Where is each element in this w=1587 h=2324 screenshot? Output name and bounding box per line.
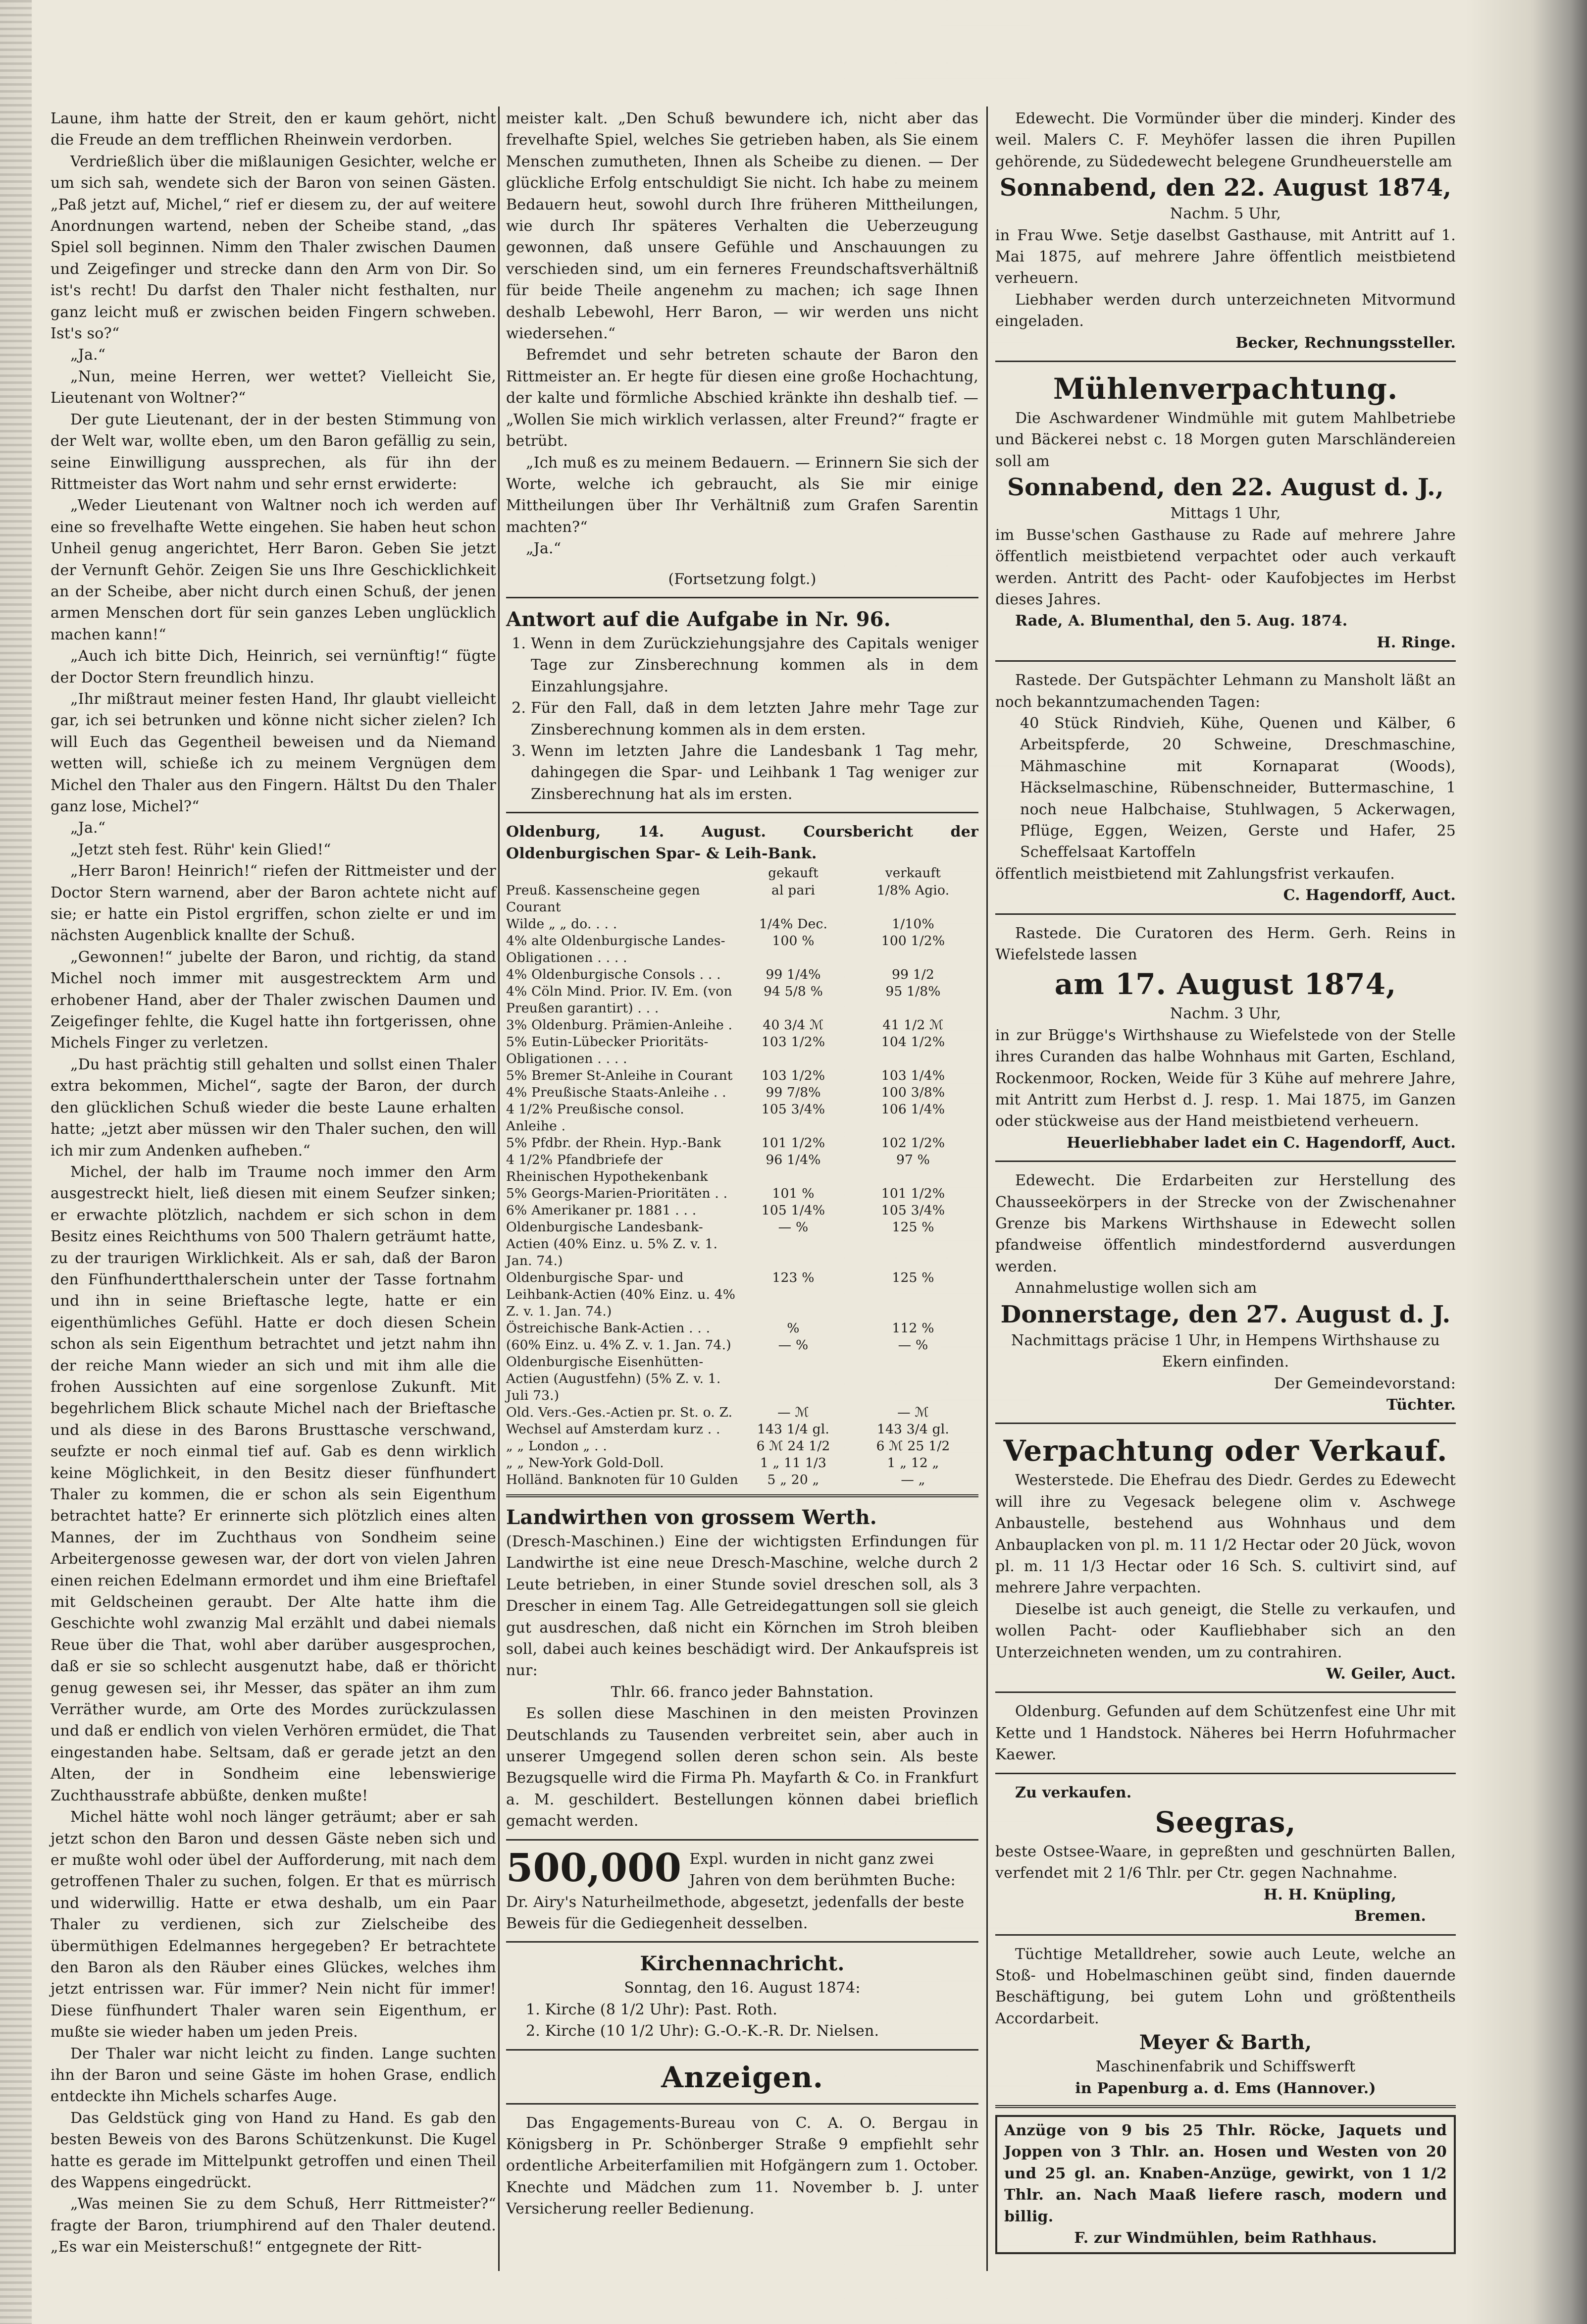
column-header-sold: verkauft [885, 866, 941, 881]
sold-rate-cell: 102 1/2% [881, 1135, 945, 1151]
table-row [506, 1185, 978, 1202]
sold-rate-cell: 125 % [892, 1270, 934, 1285]
ad-text: in zur Brügge's Wirthshause zu Wiefelstede von der Stelle ihres Curanden das halbe Wohnhaus mit Garten, Eschland, Rockenmoor, Rocken, Weide für 3 Kühe auf mehrere Jahre, mit Antritt zum Herbst d. J. resp. 1. Mai 1875, im Ganzen oder stückweise aus der Hand meistbietend verheuern. [995, 1026, 1456, 1130]
answer-item: 1. Wenn in dem Zurückziehungsjahre des Capitals weniger Tage zur Zinsberechnung kommen als in dem Einzahlungsjahre. [531, 633, 978, 697]
security-name-cell: „ „ New-York Gold-Doll. [506, 1455, 664, 1471]
ad-date: am 17. August 1874, [1054, 967, 1397, 1002]
sold-rate-cell: 112 % [892, 1320, 934, 1336]
sold-rate-cell: 1 „ 12 „ [887, 1455, 939, 1471]
ad-text: Edewecht. Die Vormünder über die minderj. Kinder des weil. Malers C. F. Meyhöfer lassen die ihren Pupillen gehörende, zu Südedewecht belegene Grundheuerstelle am [995, 110, 1456, 170]
security-name-cell: 4% Preußische Staats-Anleihe . . [506, 1085, 726, 1100]
ad-heading: Verpachtung oder Verkauf. [1003, 1434, 1448, 1468]
sold-rate-cell: 143 3/4 gl. [876, 1422, 950, 1437]
column-story [51, 108, 496, 2258]
story-paragraph: „Jetzt steh fest. Rühr' kein Glied!“ [70, 841, 331, 858]
ad-signature: Bremen. [1354, 1907, 1426, 1925]
story-paragraph: „Ja.“ [70, 346, 106, 364]
divider [995, 1773, 1456, 1774]
sold-rate-cell: — % [898, 1337, 928, 1353]
story-paragraph: „Ihr mißtraut meiner festen Hand, Ihr glaubt vielleicht gar, ich sei betrunken und könne nicht sicher zielen? Ich will Euch das Gegentheil beweisen und da Niemand wetten will, schieße ich zu meinem Vergnügen dem Michel den Thaler aus den Fingern. Hältst Du den Thaler ganz lose, Michel?“ [51, 690, 496, 815]
ad-signature: C. Hagendorff, Auct. [1283, 887, 1456, 904]
sold-rate-cell: 1/8% Agio. [876, 883, 950, 898]
ad-place: Rade, A. Blumenthal, den 5. Aug. 1874. [1015, 612, 1348, 630]
ad-text: Liebhaber werden durch unterzeichneten Mitvormund eingeladen. [995, 291, 1456, 330]
ad-signature: Tüchter. [1386, 1396, 1456, 1414]
advertisements-heading: Anzeigen. [661, 2060, 823, 2094]
sold-rate-cell: 101 1/2% [881, 1186, 945, 1201]
answer-item: 3. Wenn im letzten Jahre die Landesbank 1 Tag mehr, dahingegen die Spar- und Leihbank 1 Tag weniger zur Zinsberechnung hat als im ersten. [531, 740, 978, 805]
story-paragraph: „Ja.“ [70, 819, 106, 837]
divider [506, 1941, 978, 1943]
table-row [506, 1135, 978, 1152]
story-paragraph: Befremdet und sehr betreten schaute der Baron den Rittmeister an. Er hegte für diesen eine große Hochachtung, der kalte und förmliche Abschied kränkte ihn deshalb tief. — „Wollen Sie mich wirklich verlassen, alter Freund?“ fragte er betrübt. [506, 346, 978, 450]
ad-heading: Mühlenverpachtung. [1053, 372, 1398, 406]
bought-rate-cell: 143 1/4 gl. [757, 1422, 830, 1437]
security-name-cell: 4 1/2% Preußische consol. Anleihe . [506, 1102, 684, 1134]
security-name-cell: Oldenburgische Landesbank-Actien (40% Einz. u. 5% Z. v. 1. Jan. 74.) [506, 1219, 718, 1268]
ad-heading: Meyer & Barth, [1139, 2031, 1312, 2055]
bought-rate-cell: 96 1/4% [766, 1152, 821, 1167]
table-row [506, 1320, 978, 1337]
divider [995, 660, 1456, 662]
security-name-cell: 6% Amerikaner pr. 1881 . . . [506, 1203, 697, 1218]
answer-heading: Antwort auf die Aufgabe in Nr. 96. [506, 607, 891, 631]
table-row [506, 1152, 978, 1185]
ad-text: Rastede. Die Curatoren des Herm. Gerh. Reins in Wiefelstede lassen [995, 924, 1456, 963]
ad-signature: H. H. Knüpling, [1263, 1886, 1396, 1903]
divider [506, 1839, 978, 1841]
ad-text: Tüchtige Metalldreher, sowie auch Leute, welche an Stoß- und Hobelmaschinen geübt sind, finden dauernde Beschäftigung, bei gutem Lohn und größtentheils Accordarbeit. [995, 1945, 1456, 2027]
bought-rate-cell: % [787, 1320, 800, 1336]
bought-rate-cell: 101 1/2% [761, 1135, 825, 1151]
bought-rate-cell: 40 3/4 ℳ [763, 1017, 824, 1033]
ad-text: Anzüge von 9 bis 25 Thlr. Röcke, Jaquets und Joppen von 3 Thlr. an. Hosen und Westen von 20 und 25 gl. an. Knaben-Anzüge, gewirkt, von 1 1/2 Thlr. an. Nach Maaß liefere rasch, modern und billig. [1004, 2122, 1447, 2225]
ad-text: Rastede. Der Gutspächter Lehmann zu Mansholt läßt an noch bekanntzumachenden Tagen: [995, 672, 1456, 711]
table-row [506, 1404, 978, 1421]
sold-rate-cell: 6 ℳ 25 1/2 [876, 1438, 950, 1454]
answer-item: 2. Für den Fall, daß in dem letzten Jahre mehr Tage zur Zinsberechnung kommen als in dem ersten. [531, 697, 978, 740]
security-name-cell: Preuß. Kassenscheine gegen Courant [506, 883, 700, 915]
story-paragraph: „Weder Lieutenant von Waltner noch ich werden auf eine so frevelhafte Wette eingehen. Sie haben heut schon Unheil genug angerichtet, Herr Baron. Geben Sie jetzt der Vernunft Gehör. Zeigen Sie uns Ihre Geschicklichkeit an der Scheibe, aber nicht durch einen Schuß, der jenen armen Menschen dort für sein ganzes Leben unglücklich machen kann!“ [51, 497, 496, 643]
sold-rate-cell: 106 1/4% [881, 1102, 945, 1117]
table-row [506, 1017, 978, 1034]
story-paragraph: Laune, ihm hatte der Streit, den er kaum gehört, nicht die Freude an dem trefflichen Rheinwein verdorben. [51, 110, 496, 149]
continuation-note: (Fortsetzung folgt.) [668, 570, 817, 588]
ad-signature: W. Geiler, Auct. [1326, 1665, 1456, 1683]
page-gutter [0, 0, 32, 2324]
column-header-bought: gekauft [768, 866, 819, 881]
ad-text: Oldenburg. Gefunden auf dem Schützenfest eine Uhr mit Kette und 1 Handstock. Näheres bei Herrn Hofuhrmacher Kaewer. [995, 1703, 1456, 1764]
bought-rate-cell: 6 ℳ 24 1/2 [756, 1438, 830, 1454]
bought-rate-cell: 103 1/2% [761, 1034, 825, 1050]
clothing-ad-box [995, 2115, 1456, 2254]
story-paragraph: „Ich muß es zu meinem Bedauern. — Erinnern Sie sich der Worte, welche ich gebraucht, als Sie mir einige Mittheilungen über Ihr Verhältniß zum Grafen Sarentin machten?“ [506, 454, 978, 536]
divider [995, 1423, 1456, 1424]
table-row [506, 1421, 978, 1438]
table-row [506, 933, 978, 966]
church-notice-heading: Kirchennachricht. [640, 1952, 845, 1976]
divider [506, 2049, 978, 2051]
church-notice-line: 1. Kirche (8 1/2 Uhr): Past. Roth. [526, 2001, 777, 2018]
ad-heading: Seegras, [1155, 1805, 1296, 1839]
security-name-cell: 4% Cöln Mind. Prior. IV. Em. (von Preußen garantirt) . . . [506, 984, 732, 1016]
divider [506, 2103, 978, 2105]
divider [506, 597, 978, 598]
ad-text: öffentlich meistbietend mit Zahlungsfrist verkaufen. [995, 865, 1395, 883]
ad-date: Donnerstage, den 27. August d. J. [1000, 1300, 1451, 1328]
ad-text: Nachmittags präcise 1 Uhr, in Hempens Wirthshause zu Ekern einfinden. [1011, 1331, 1440, 1371]
divider [506, 812, 978, 813]
security-name-cell: 4 1/2% Pfandbriefe der Rheinischen Hypothekenbank [506, 1152, 708, 1184]
employment-bureau-ad: Das Engagements-Bureau von C. A. O. Bergau in Königsberg in Pr. Schönberger Straße 9 empfiehlt sehr ordentliche Arbeiterfamilien mit Hofgängern zum 1. October. Knechte und Mädchen zum 11. November b. J. unter Versicherung reeller Bedienung. [506, 2114, 978, 2218]
sold-rate-cell: — „ [901, 1472, 925, 1487]
ad-subheading: Zu verkaufen. [1015, 1784, 1132, 1801]
security-name-cell: Oldenburgische Spar- und Leihbank-Actien (40% Einz. u. 4% Z. v. 1. Jan. 74.) [506, 1270, 736, 1319]
sold-rate-cell: 100 1/2% [881, 933, 945, 949]
story-paragraph: Michel hätte wohl noch länger geträumt; aber er sah jetzt schon den Baron und dessen Gäste neben sich und er mußte wohl oder übel der Aufforderung, mit nach dem getroffenen Thaler zu suchen, folgen. Er that es mürrisch und widerwillig. Hatte er etwa deshalb, um ein Paar Thaler zu verdienen, sich zur Zielscheibe des übermüthigen Edelmannes hergegeben? Er betrachtete den Baron als den Räuber eines Glückes, welches ihm jetzt entrissen war. Für immer? Nein nicht für immer! Diese fünfhundert Thaler waren sein Eigenthum, er mußte sie wieder haben um jeden Preis. [51, 1808, 496, 2041]
ad-text: in Frau Wwe. Setje daselbst Gasthause, mit Antritt auf 1. Mai 1875, auf mehrere Jahre öffentlich meistbietend verheuern. [995, 226, 1456, 287]
security-name-cell: 4% alte Oldenburgische Landes-Obligationen . . . . [506, 933, 725, 965]
security-name-cell: 5% Bremer St-Anleihe in Courant [506, 1068, 733, 1083]
story-paragraph: meister kalt. „Den Schuß bewundere ich, nicht aber das frevelhafte Spiel, welches Sie getrieben haben, als Sie einem Menschen zumutheten, Ihnen als Scheibe zu dienen. — Der glückliche Erfolg entschuldigt Sie nicht. Ich habe zu meinem Bedauern heut, sowohl durch Ihre früheren Mittheilungen, wie durch Ihr späteres Verhalten die Ueberzeugung gewonnen, daß unsere Gefühle und Anschauungen zu verschieden sind, um ein ferneres Freundschaftsverhältniß für beide Theile angenehm zu machen; ich sage Ihnen deshalb Lebewohl, Herr Baron, — wir werden uns nicht wiedersehen.“ [506, 110, 978, 343]
bought-rate-cell: 105 1/4% [761, 1203, 825, 1218]
table-row [506, 1084, 978, 1101]
security-name-cell: Wechsel auf Amsterdam kurz . . [506, 1422, 720, 1437]
threshing-ad-heading: Landwirthen von grossem Werth. [506, 1506, 877, 1529]
security-name-cell: 3% Oldenburg. Prämien-Anleihe . [506, 1017, 733, 1033]
table-header-row [506, 864, 978, 882]
bought-rate-cell: 100 % [772, 933, 815, 949]
table-row [506, 983, 978, 1017]
story-paragraph: „Du hast prächtig still gehalten und sollst einen Thaler extra bekommen, Michel“, sagte der Baron, der durch den glücklichen Schuß wieder die beste Laune erhalten hatte; „jetzt aber müssen wir den Thaler suchen, den will ich mir zum Andenken aufheben.“ [51, 1056, 496, 1160]
sold-rate-cell: 104 1/2% [881, 1034, 945, 1050]
church-notice-date: Sonntag, den 16. August 1874: [624, 1979, 861, 1997]
bought-rate-cell: — % [778, 1337, 809, 1353]
table-row [506, 1472, 978, 1488]
security-name-cell: 5% Pfdbr. der Rhein. Hyp.-Bank [506, 1135, 721, 1151]
answer-list [506, 633, 978, 805]
divider [995, 913, 1456, 915]
ad-text: beste Ostsee-Waare, in gepreßten und geschnürten Ballen, verfendet mit 2 1/6 Thlr. per Ctr. gegen Nachnahme. [995, 1843, 1456, 1882]
story-paragraph: „Nun, meine Herren, wer wettet? Vielleicht Sie, Lieutenant von Woltner?“ [51, 368, 496, 407]
bought-rate-cell: 103 1/2% [761, 1068, 825, 1083]
table-row [506, 966, 978, 983]
sold-rate-cell: 97 % [896, 1152, 930, 1167]
divider [506, 1494, 978, 1497]
bought-rate-cell: 123 % [772, 1270, 815, 1285]
divider [995, 1161, 1456, 1162]
table-row [506, 882, 978, 916]
bought-rate-cell: 99 1/4% [766, 967, 821, 982]
threshing-ad-price: Thlr. 66. franco jeder Bahnstation. [611, 1683, 874, 1701]
sold-rate-cell: — ℳ [897, 1405, 929, 1420]
bought-rate-cell: 101 % [772, 1186, 815, 1201]
divider [995, 1691, 1456, 1693]
bought-rate-cell: 99 7/8% [766, 1085, 821, 1100]
threshing-ad-text: (Dresch-Maschinen.) Eine der wichtigsten Erfindungen für Landwirthe ist eine neue Dresch-Maschine, welche durch 2 Leute betrieben, in einer Stunde soviel dreschen soll, als 3 Drescher in einem Tag. Alle Getreidegattungen soll sie gleich gut ausdreschen, daß nicht ein Körnchen im Stroh bleiben soll, dabei auch keines beschädigt wird. Der Ankaufspreis ist nur: [506, 1533, 978, 1680]
ad-signature: Heuerliebhaber ladet ein C. Hagendorff, Auct. [1067, 1134, 1456, 1152]
bought-rate-cell: — % [778, 1219, 809, 1235]
divider [995, 1934, 1456, 1936]
ad-date: Sonnabend, den 22. August 1874, [999, 174, 1452, 202]
table-row [506, 1269, 978, 1320]
book-ad [506, 1849, 978, 1935]
story-paragraph: Verdrießlich über die mißlaunigen Gesichter, welche er um sich sah, wendete sich der Baron von seinen Gästen. „Paß jetzt auf, Michel,“ rief er diesem zu, der auf weitere Anordnungen wartend, neben der Scheibe stand, „das Spiel soll beginnen. Nimm den Thaler zwischen Daumen und Zeigefinger und strecke dann den Arm von Dir. So ist's recht! Du darfst den Thaler nicht festhalten, nur ganz leicht muß er zwischen beiden Fingern schweben. Ist's so?“ [51, 153, 496, 343]
ad-signature: Der Gemeindevorstand: [1274, 1374, 1456, 1392]
story-paragraph: „Herr Baron! Heinrich!“ riefen der Rittmeister und der Doctor Stern warnend, aber der Baron achtete nicht auf sie; er hatte ein Pistol ergriffen, schon zielte er und im nächsten Augenblick knallte der Schuß. [51, 862, 496, 945]
table-row [506, 1219, 978, 1269]
story-paragraph: Der Thaler war nicht leicht zu finden. Lange suchten ihn der Baron und seine Gäste im hohen Grase, endlich entdeckte ihn Michels scharfes Auge. [51, 2045, 496, 2106]
page-edge [1533, 0, 1587, 2324]
sold-rate-cell: 100 3/8% [881, 1085, 945, 1100]
table-row [506, 1455, 978, 1472]
ad-text: Annahmelustige wollen sich am [1015, 1279, 1257, 1297]
table-row [506, 1034, 978, 1067]
sold-rate-cell: 99 1/2 [892, 967, 934, 982]
sold-rate-cell: 103 1/4% [881, 1068, 945, 1083]
table-row [506, 1337, 978, 1404]
ad-signature: F. zur Windmühlen, beim Rathhaus. [1074, 2229, 1377, 2247]
sold-rate-cell: 41 1/2 ℳ [882, 1017, 944, 1033]
ad-item-list: 40 Stück Rindvieh, Kühe, Quenen und Kälber, 6 Arbeitspferde, 20 Schweine, Dreschmaschine, Mähmaschine mit Kornaparat (Woods), Häckselmaschine, Rübenschneider, Buttermaschine, 1 noch neue Halbchaise, Stuhlwagen, 5 Ackerwagen, Pflüge, Eggen, Weizen, Gerste und Hafer, 25 Scheffelsaat Kartoffeln [1020, 714, 1456, 861]
security-name-cell: (60% Einz. u. 4% Z. v. 1. Jan. 74.) Oldenburgische Eisenhütten-Actien (Augustfehn) (5% Z. v. 1. Juli 73.) [506, 1337, 731, 1403]
bought-rate-cell: 1 „ 11 1/3 [760, 1455, 827, 1471]
column-header-security [506, 864, 739, 882]
table-row [506, 1438, 978, 1455]
table-row [506, 1101, 978, 1135]
column-middle [506, 108, 978, 2220]
bought-rate-cell: — ℳ [777, 1405, 809, 1420]
ad-time: Nachm. 5 Uhr, [1170, 205, 1281, 223]
story-paragraph: „Was meinen Sie zu dem Schuß, Herr Rittmeister?“ fragte der Baron, triumphirend auf den Thaler deutend. „Es war ein Meisterschuß!“ entgegnete der Ritt- [51, 2195, 496, 2256]
bought-rate-cell: 94 5/8 % [764, 984, 823, 999]
divider [995, 2105, 1456, 2108]
bought-rate-cell: 5 „ 20 „ [767, 1472, 819, 1487]
ad-text: im Busse'schen Gasthause zu Rade auf mehrere Jahre öffentlich meistbietend verpachtet oder auch verkauft werden. Antritt des Pacht- oder Kaufobjectes im Herbst dieses Jahres. [995, 526, 1456, 608]
table-row [506, 1202, 978, 1219]
story-paragraph: Der gute Lieutenant, der in der besten Stimmung von der Welt war, wollte eben, um den Baron gefällig zu sein, seine Einwilligung aussprechen, als für ihn der Rittmeister das Wort nahm und sehr ernst erwiderte: [51, 411, 496, 493]
exchange-report-heading: Oldenburg, 14. August. Coursbericht der Oldenburgischen Spar- & Leih-Bank. [506, 823, 978, 862]
church-notice-line: 2. Kirche (10 1/2 Uhr): G.-O.-K.-R. Dr. Nielsen. [526, 2022, 879, 2040]
story-paragraph: „Ja.“ [526, 540, 562, 558]
ad-text: Die Aschwardener Windmühle mit gutem Mahlbetriebe und Bäckerei nebst c. 18 Morgen guten Marschländereien soll am [995, 410, 1456, 470]
bought-rate-cell: al pari [771, 883, 815, 898]
divider [995, 361, 1456, 362]
ad-date: Sonnabend, den 22. August d. J., [1007, 474, 1444, 502]
book-ad-text: Expl. wurden in nicht ganz zwei Jahren von dem berühmten Buche: Dr. Airy's Naturheilmethode, abgesetzt, jedenfalls der beste Beweis für die Gediegenheit desselben. [506, 1850, 965, 1932]
column-rule-right [986, 106, 988, 2271]
security-name-cell: 4% Oldenburgische Consols . . . [506, 967, 721, 982]
ad-text: Dieselbe ist auch geneigt, die Stelle zu verkaufen, und wollen Pacht- oder Kaufliebhaber sich an den Unterzeichneten wenden, um zu contrahiren. [995, 1600, 1456, 1661]
story-paragraph: „Auch ich bitte Dich, Heinrich, sei vernünftig!“ fügte der Doctor Stern freundlich hinzu. [51, 647, 496, 687]
threshing-ad-text: Es sollen diese Maschinen in den meisten Provinzen Deutschlands zu Tausenden verbreitet sein, aber auch in unserer Umgegend sollen deren schon sein. Als beste Bezugsquelle wird die Firma Ph. Mayfarth & Co. in Frankfurt a. M. geschildert. Bestellungen können dabei brieflich gemacht werden. [506, 1705, 978, 1830]
sold-rate-cell: 105 3/4% [881, 1203, 945, 1218]
security-name-cell: „ „ London „ . . [506, 1438, 607, 1454]
story-paragraph: Michel, der halb im Traume noch immer den Arm ausgestreckt hielt, ließ diesen mit einem Seufzer sinken; er erwachte plötzlich, nachdem er sich schon in dem Besitz eines Reichthums von 500 Thalern geträumt hatte, zu der traurigen Wirklichkeit. Als er sah, daß der Baron den Fünfhundertthalerschein unter der Tasse fortnahm und ihn in seine Brieftasche legte, hatte er ein eigenthümliches Gefühl. Hatte er doch diesen Schein schon als sein Eigenthum betrachtet und jetzt nahm ihn der reiche Mann wieder an sich und mit ihm alle die frohen Aussichten auf eine sorgenlose Zukunft. Mit begehrlichem Blick schaute Michel nach der Brieftasche und als diese in des Barons Brusttasche verschwand, seufzte er noch einmal tief auf. Gab es denn wirklich keine Möglichkeit, in den Besitz dieser fünfhundert Thaler zu kommen, die er schon als sein Eigenthum betrachtet hatte? Er erinnerte sich plötzlich eines alten Mannes, der im Zuchthaus von Sondheim seine Arbeitergenosse gewesen war, der dort von vielen Jahren einen reichen Edelmann ermordet und ihm eine Brieftafel mit Geldscheinen geraubt. Der Alte hatte ihm die Geschichte wohl zwanzig Mal erzählt und dabei niemals Reue über die That, wohl aber darüber ausgesprochen, daß er sie so schlecht ausgenutzt habe, daß er thöricht genug gewesen sei, ihr Messer, das später an ihm zum Verräther wurde, am Orte des Mordes zurückzulassen und daß er endlich von vielen Verhören ermüdet, die That eingestanden habe. Seltsam, daß er gerade jetzt an den Alten, der in Sondheim eine lebenswierige Zuchthausstrafe abbüßte, denken mußte! [51, 1163, 496, 1804]
security-name-cell: Holländ. Banknoten für 10 Gulden [506, 1472, 738, 1487]
column-ads [995, 108, 1456, 2259]
table-row [506, 916, 978, 933]
security-name-cell: Wilde „ „ do. . . . [506, 916, 617, 932]
exchange-rate-table [506, 864, 978, 1488]
security-name-cell: 5% Georgs-Marien-Prioritäten . . [506, 1186, 728, 1201]
story-paragraph: „Gewonnen!“ jubelte der Baron, und richtig, da stand Michel noch immer mit ausgestrecktem Arm und erhobener Hand, aber der Thaler zwischen Daumen und Zeigefinger fehlte, die Kugel hatte ihn fortgerissen, ohne Michels Finger zu verletzen. [51, 948, 496, 1052]
sold-rate-cell: 95 1/8% [885, 984, 941, 999]
ad-text: Westerstede. Die Ehefrau des Diedr. Gerdes zu Edewecht will ihre zu Vegesack belegene olim v. Aschwege Anbaustelle, bestehend aus Wohnhaus und dem Anbauplacken von pl. m. 11 1/2 Hectar oder 20 Jück, wovon pl. m. 11 1/3 Hectar oder 16 Sch. S. cultivirt sind, auf mehrere Jahre verpachten. [995, 1472, 1456, 1597]
bought-rate-cell: 1/4% Dec. [759, 916, 828, 932]
ad-time: Nachm. 3 Uhr, [1170, 1005, 1281, 1023]
ad-text: Maschinenfabrik und Schiffswerft [1095, 2058, 1356, 2076]
table-row [506, 1067, 978, 1084]
ad-text: Edewecht. Die Erdarbeiten zur Herstellung des Chausseekörpers in der Strecke von der Zwischenahner Grenze bis Markens Wirthshause in Edewecht sollen pfandweise öffentlich mindestfordernd ausverdungen werden. [995, 1172, 1456, 1275]
story-paragraph: Das Geldstück ging von Hand zu Hand. Es gab den besten Beweis von des Barons Schützenkunst. Die Kugel hatte es gerade im Mittelpunkt getroffen und einen Theil des Wappens eingedrückt. [51, 2109, 496, 2191]
column-rule-left [498, 106, 500, 2271]
ad-place: in Papenburg a. d. Ems (Hannover.) [1075, 2079, 1376, 2097]
sold-rate-cell: 1/10% [892, 916, 934, 932]
security-name-cell: Old. Vers.-Ges.-Actien pr. St. o. Z. [506, 1405, 733, 1420]
security-name-cell: 5% Eutin-Lübecker Prioritäts-Obligationen . . . . [506, 1034, 709, 1066]
exchange-rate-rows [506, 882, 978, 1488]
ad-signature: H. Ringe. [1377, 634, 1456, 651]
bought-rate-cell: 105 3/4% [761, 1102, 825, 1117]
ad-signature: Becker, Rechnungssteller. [1235, 334, 1456, 352]
ad-time: Mittags 1 Uhr, [1170, 505, 1281, 523]
book-ad-number: 500,000 [506, 1848, 682, 1891]
sold-rate-cell: 125 % [892, 1219, 934, 1235]
security-name-cell: Östreichische Bank-Actien . . . [506, 1320, 711, 1336]
